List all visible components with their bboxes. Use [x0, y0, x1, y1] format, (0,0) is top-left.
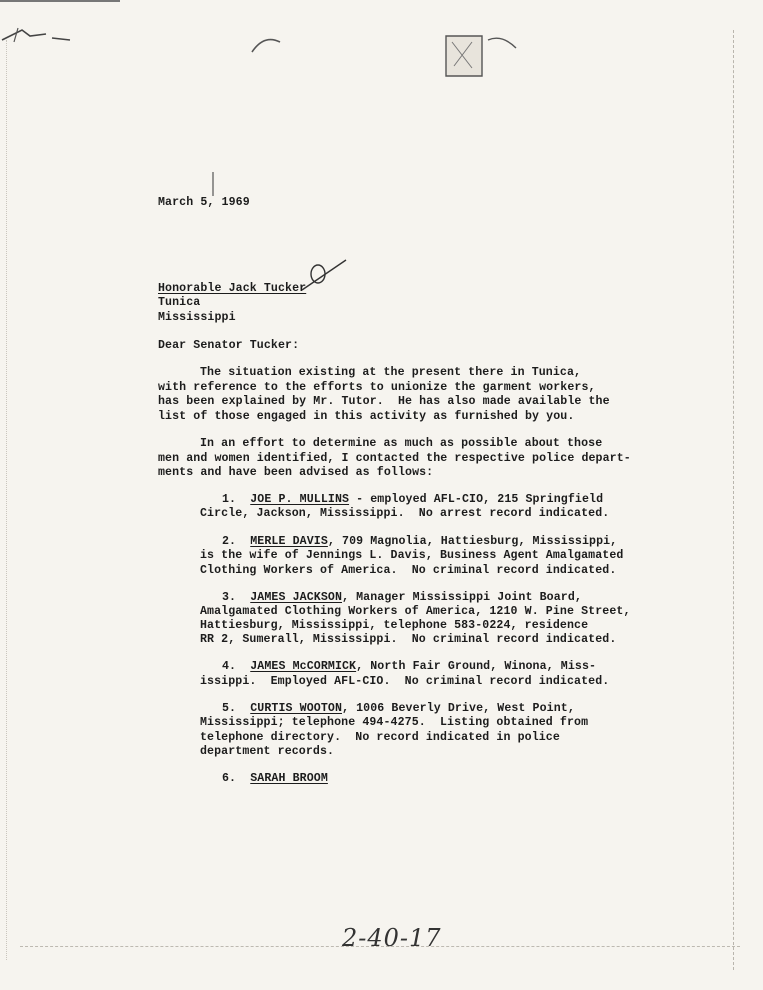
- list-item-5-line-2: Mississippi; telephone 494-4275. Listing obtained from: [200, 716, 589, 729]
- para2-line-2: men and women identified, I contacted the respective police depart-: [158, 452, 631, 465]
- list-item-3-line-2: Amalgamated Clothing Workers of America, 1210 W. Pine Street,: [200, 605, 631, 618]
- list-item-1-rest: - employed AFL-CIO, 215 Springfield: [349, 493, 604, 506]
- addressee-state: Mississippi: [158, 311, 236, 324]
- list-item-4-number: 4.: [222, 660, 237, 673]
- list-item-4-first-line: [222, 660, 596, 675]
- arc-mark: [248, 32, 318, 72]
- list-item-2-line-2: is the wife of Jennings L. Davis, Business Agent Amalgamated: [200, 549, 624, 562]
- list-item-4-rest: , North Fair Ground, Winona, Miss-: [356, 660, 597, 673]
- para1-line-2: with reference to the efforts to unionize the garment workers,: [158, 381, 596, 394]
- list-item-3-number: 3.: [222, 591, 237, 604]
- list-item-2-first-line: [222, 535, 617, 550]
- scan-artifact-top: [0, 0, 120, 2]
- list-item-2-line-3: Clothing Workers of America. No criminal record indicated.: [200, 564, 617, 577]
- list-item-1-name: JOE P. MULLINS: [250, 493, 350, 506]
- list-item-1-number: 1.: [222, 493, 237, 506]
- list-item-3-first-line: [222, 591, 582, 606]
- check-mark-addressee: [300, 258, 350, 294]
- list-item-1-first-line: [222, 493, 603, 508]
- list-item-1-line-2: Circle, Jackson, Mississippi. No arrest record indicated.: [200, 507, 610, 520]
- para1-line-4: list of those engaged in this activity as furnished by you.: [158, 410, 575, 423]
- addressee-name: Honorable Jack Tucker: [158, 282, 307, 295]
- para2-line-3: ments and have been advised as follows:: [158, 466, 434, 479]
- list-item-6-first-line: [222, 772, 328, 787]
- list-item-6-name: SARAH BROOM: [250, 772, 328, 785]
- list-item-4-name: JAMES McCORMICK: [250, 660, 357, 673]
- scribble-mark-top-left: [0, 22, 90, 52]
- list-item-2-name: MERLE DAVIS: [250, 535, 328, 548]
- list-item-2-rest: , 709 Magnolia, Hattiesburg, Mississippi,: [327, 535, 618, 548]
- addressee-city: Tunica: [158, 296, 201, 309]
- list-item-3-rest: , Manager Mississippi Joint Board,: [342, 591, 582, 604]
- paper-tear-mark: [442, 32, 522, 82]
- para1-line-1: The situation existing at the present there in Tunica,: [200, 366, 582, 379]
- list-item-3-name: JAMES JACKSON: [250, 591, 342, 604]
- scan-edge-left: [6, 40, 8, 960]
- list-item-4-line-2: issippi. Employed AFL-CIO. No criminal record indicated.: [200, 675, 610, 688]
- list-item-5-number: 5.: [222, 702, 237, 715]
- para2-line-1: In an effort to determine as much as possible about those: [200, 437, 603, 450]
- list-item-5-name: CURTIS WOOTON: [250, 702, 342, 715]
- scan-edge-right: [733, 30, 735, 970]
- list-item-5-rest: , 1006 Beverly Drive, West Point,: [342, 702, 575, 715]
- list-item-5-line-3: telephone directory. No record indicated in police: [200, 731, 560, 744]
- list-item-5-first-line: [222, 702, 575, 717]
- list-item-2-number: 2.: [222, 535, 237, 548]
- list-item-6-number: 6.: [222, 772, 237, 785]
- list-item-3-line-3: Hattiesburg, Mississippi, telephone 583-0224, residence: [200, 619, 589, 632]
- letter-date: March 5, 1969: [158, 196, 250, 209]
- list-item-3-line-4: RR 2, Sumerall, Mississippi. No criminal record indicated.: [200, 633, 617, 646]
- para1-line-3: has been explained by Mr. Tutor. He has also made available the: [158, 395, 610, 408]
- list-item-5-line-4: department records.: [200, 745, 335, 758]
- salutation: Dear Senator Tucker:: [158, 339, 300, 352]
- handwritten-page-number: 2-40-17: [342, 924, 442, 952]
